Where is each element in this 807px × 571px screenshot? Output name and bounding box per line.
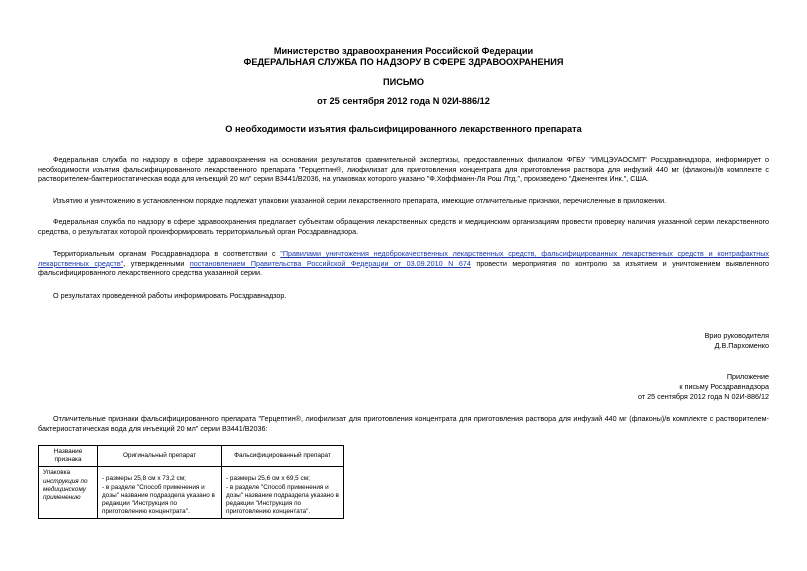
counterfeit-section-title: - в разделе "Способ применения и дозы" название подраздела указано в редакции "Инструкция по приготовлению концентата".	[226, 483, 339, 516]
feature-name-sub: инструкция по медицинскому применению	[43, 477, 88, 502]
appendix-intro: Отличительные признаки фальсифицированного препарата "Герцептин®, лиофилизат для приготовления концентрата для приготовления раствора для инфузий 440 мг (флаконы)/в комплекте с растворителем-бактериостатическая вода для инъекций 20 мл" серии B3441/B2036:	[38, 414, 769, 433]
column-header-counterfeit: Фальсифицированный препарат	[222, 446, 344, 467]
paragraph-4-text-post: провести мероприятия по контролю за изъятием и уничтожением выявленного фальсифицированного лекарственного средства указанной серии.	[38, 258, 770, 278]
appendix-reference: к письму Росздравнадзора	[679, 382, 769, 391]
signatory-name: Д.В.Пархоменко	[714, 341, 769, 350]
government-decree-link[interactable]: постановлением Правительства Российской Федерации от 03.09.2010 N 674	[189, 258, 471, 268]
original-size: - размеры 25,8 см x 73,2 см;	[102, 475, 186, 483]
paragraph-5: О результатах проведенной работы информировать Росздравнадзор.	[53, 291, 287, 300]
agency-name: ФЕДЕРАЛЬНАЯ СЛУЖБА ПО НАДЗОРУ В СФЕРЕ ЗДРАВООХРАНЕНИЯ	[243, 57, 564, 67]
paragraph-2: Изъятию и уничтожению в установленном порядке подлежат упаковки указанной серии лекарственного препарата, имеющие отличительные признаки, перечисленные в приложении.	[53, 196, 667, 205]
feature-name-cell	[39, 467, 98, 519]
appendix-date-number: от 25 сентября 2012 года N 02И-886/12	[638, 392, 769, 401]
original-cell	[98, 467, 222, 519]
column-header-original: Оригинальный препарат	[98, 446, 222, 467]
document-date-number: от 25 сентября 2012 года N 02И-886/12	[317, 96, 490, 106]
feature-name-main: Упаковка	[43, 469, 71, 477]
document-subject: О необходимости изъятия фальсифицированного лекарственного препарата	[225, 124, 582, 134]
counterfeit-cell	[222, 467, 344, 519]
table-header-row	[39, 446, 344, 467]
appendix-label: Приложение	[726, 372, 769, 381]
document-type: ПИСЬМО	[382, 77, 425, 87]
paragraph-4-text-mid: , утвержденными	[123, 258, 190, 268]
paragraph-3: Федеральная служба по надзору в сфере здравоохранения предлагает субъектам обращения лекарственных средств и медицинским организациям провести проверку наличия указанной серии лекарственного средства, о результатах которой проинформировать территориальный орган Росздравнадзора.	[38, 217, 769, 236]
paragraph-1: Федеральная служба по надзору в сфере здравоохранения на основании результатов сравнительной экспертизы, предоставленных филиалом ФГБУ "ИМЦЭУАОСМП" Росздравнадзора, информирует о необходимости изъятия фальсифицированного лекарственного препарата "Герцептин®, лиофилизат для приготовления концентрата для приготовления раствора для инфузий 440 мг (флаконы)/в комплекте с растворителем-бактериостатическая вода для инъекций 20 мл" серии B3441/B2036, на упаковках которого указано "Ф.Хоффманн-Ля Рош Лтд.", произведено "Дженентек Инк.", США.	[38, 155, 769, 184]
paragraph-4	[38, 249, 769, 278]
counterfeit-size: - размеры 25,6 см x 69,5 см;	[226, 475, 310, 483]
signatory-title: Врио руководителя	[704, 331, 769, 340]
rules-link[interactable]: "Правилами уничтожения недоброкачественных лекарственных средств, фальсифицированных лекарственных средств и контрафактных лекарственных средств"	[38, 249, 769, 268]
original-section-title: - в разделе "Способ применения и дозы" название подраздела указано в редакции "Инструкция по приготовлению концентрата".	[102, 483, 215, 516]
column-header-feature: Название признака	[39, 446, 98, 467]
distinguishing-features-table	[38, 445, 344, 519]
table-row	[39, 467, 344, 519]
paragraph-4-text-pre: Территориальным органам Росздравнадзора в соответствии с	[53, 249, 281, 258]
ministry-name: Министерство здравоохранения Российской Федерации	[273, 46, 534, 56]
